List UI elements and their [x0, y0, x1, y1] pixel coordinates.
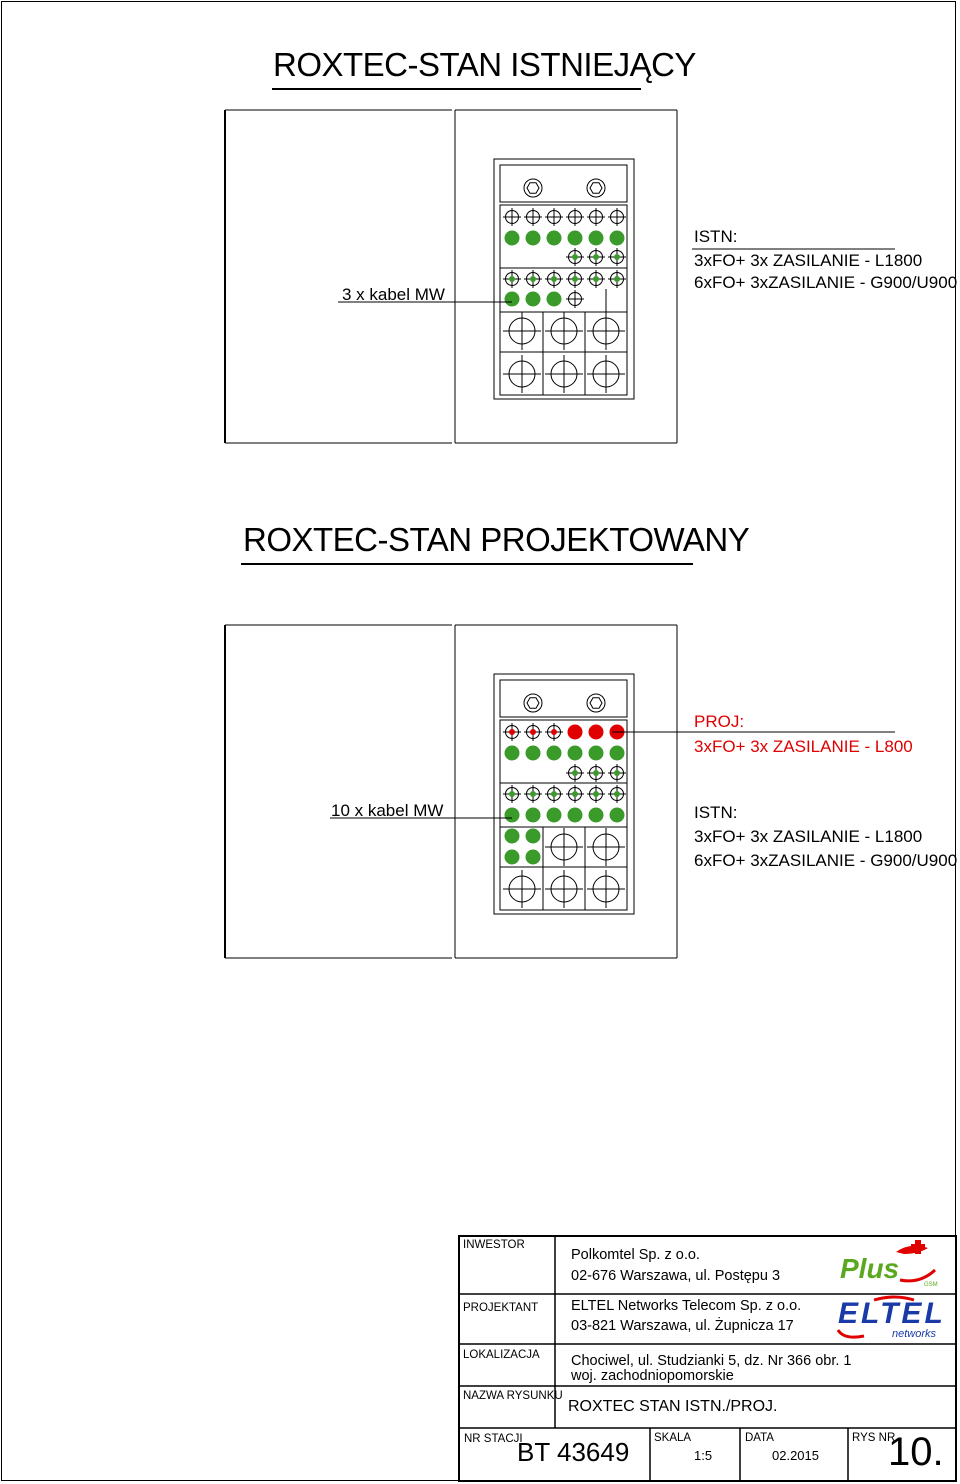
location-line1: Chociwel, ul. Studzianki 5, dz. Nr 366 obr. 1: [571, 1353, 852, 1369]
date-label: DATA: [745, 1432, 774, 1444]
investor-line2: 02-676 Warszawa, ul. Postępu 3: [571, 1268, 781, 1284]
projected-proj-line1: 3xFO+ 3x ZASILANIE - L800: [694, 737, 913, 756]
station-label: NR STACJI: [464, 1433, 523, 1445]
sheet-number: 10.: [888, 1430, 944, 1474]
projected-cable-label: 10 x kabel MW: [331, 801, 444, 820]
projected-istn-line2: 6xFO+ 3xZASILANIE - G900/U900: [694, 851, 958, 870]
drawing-name-label: NAZWA RYSUNKU: [463, 1390, 563, 1402]
projected-istn-header: ISTN:: [694, 803, 738, 822]
designer-line2: 03-821 Warszawa, ul. Żupnicza 17: [571, 1318, 794, 1334]
date-value: 02.2015: [772, 1448, 819, 1463]
eltel-logo-text: ELTEL: [838, 1297, 946, 1330]
eltel-logo: [834, 1296, 950, 1342]
existing-istn-line2: 6xFO+ 3xZASILANIE - G900/U900: [694, 273, 958, 292]
plus-logo-sub: GSM: [924, 1282, 938, 1288]
drawing-name: ROXTEC STAN ISTN./PROJ.: [568, 1398, 778, 1415]
eltel-logo-sub: networks: [892, 1328, 937, 1340]
projected-proj-header: PROJ:: [694, 712, 745, 731]
location-line2: woj. zachodniopomorskie: [571, 1368, 734, 1384]
investor-label: INWESTOR: [463, 1239, 525, 1251]
sheet-label: RYS NR: [852, 1432, 896, 1444]
designer-line1: ELTEL Networks Telecom Sp. z o.o.: [571, 1298, 802, 1314]
existing-istn-header: ISTN:: [694, 227, 738, 246]
existing-istn-line1: 3xFO+ 3x ZASILANIE - L1800: [694, 251, 923, 270]
scale-value: 1:5: [694, 1448, 713, 1463]
location-label: LOKALIZACJA: [463, 1349, 540, 1361]
projected-title: ROXTEC-STAN PROJEKTOWANY: [243, 521, 750, 558]
projected-istn-line1: 3xFO+ 3x ZASILANIE - L1800: [694, 827, 923, 846]
existing-title: ROXTEC-STAN ISTNIEJĄCY: [273, 46, 696, 83]
plus-logo-text: Plus: [840, 1253, 900, 1284]
designer-label: PROJEKTANT: [463, 1302, 539, 1314]
scale-label: SKALA: [654, 1432, 692, 1444]
investor-line1: Polkomtel Sp. z o.o.: [571, 1247, 700, 1263]
station-number: BT 43649: [517, 1437, 630, 1467]
plus-logo: [840, 1240, 940, 1290]
existing-cable-label: 3 x kabel MW: [342, 285, 445, 304]
